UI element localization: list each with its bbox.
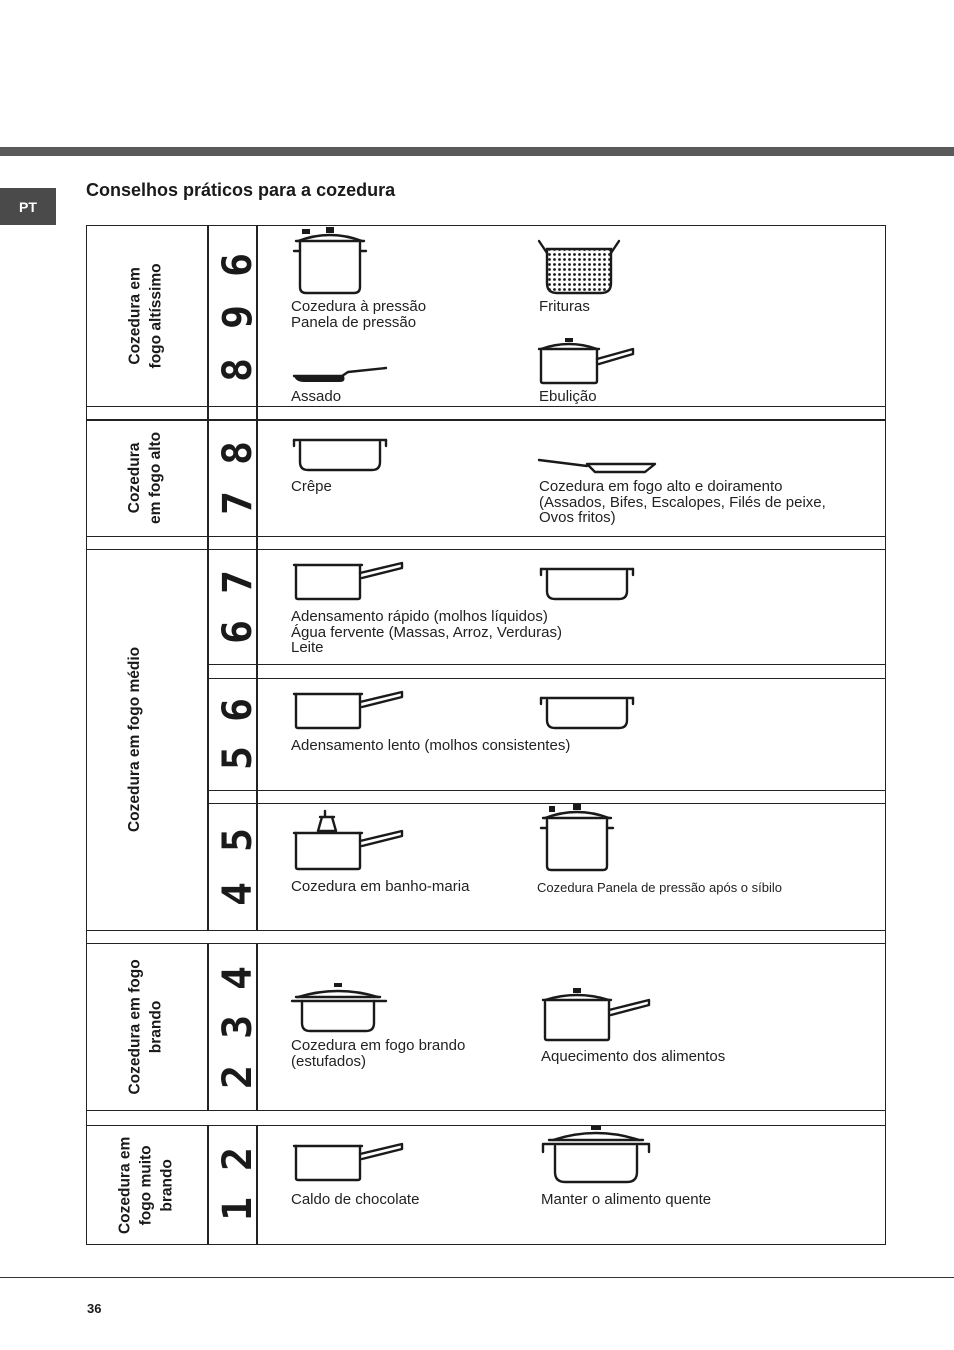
power-level-digit: 7	[215, 490, 261, 515]
grill-pan-icon	[290, 362, 390, 386]
category-label: Cozedura em fogo muito brando	[116, 1136, 175, 1234]
power-level-digit: 8	[215, 441, 261, 466]
frying-pan-icon	[537, 456, 661, 476]
power-level-digit: 4	[215, 965, 261, 990]
power-level-digit: 6	[215, 619, 261, 645]
power-levels	[215, 1128, 261, 1240]
saucepan-handle-icon	[290, 686, 406, 732]
category-label: Cozedura em fogo médio	[126, 646, 144, 833]
fryer-basket-icon	[537, 237, 621, 297]
power-level-digit: 5	[215, 827, 261, 853]
top-bar	[0, 147, 954, 156]
power-level-digit: 5	[215, 746, 261, 771]
power-level-digit: 8	[215, 357, 261, 382]
saucepan-lid-icon	[541, 988, 653, 1042]
divider	[86, 406, 886, 407]
item-label: Cozedura à pressão Panela de pressão	[291, 298, 427, 331]
power-level-digit: 9	[215, 304, 261, 330]
page-title: Conselhos práticos para a cozedura	[86, 180, 396, 200]
pressure-cooker-icon	[537, 804, 617, 874]
saucepan-lid-icon	[537, 337, 637, 387]
power-levels	[215, 681, 261, 787]
power-levels	[215, 232, 261, 402]
item-label: Cozedura em fogo brando (estufados)	[291, 1037, 466, 1070]
saucepan-handle-icon	[290, 1138, 406, 1184]
power-levels	[215, 552, 261, 662]
divider	[207, 225, 209, 420]
item-label: Adensamento rápido (molhos líquidos) Água fervente (Massas, Arroz, Verduras) Leite	[291, 608, 562, 656]
shallow-pan-icon	[537, 692, 637, 732]
item-label: Adensamento lento (molhos consistentes)	[291, 737, 571, 754]
saucepan-handle-icon	[290, 557, 406, 603]
item-label: Crêpe	[291, 478, 332, 495]
power-level-digit: 2	[215, 1064, 261, 1089]
item-label: Manter o alimento quente	[541, 1191, 712, 1208]
power-levels	[215, 806, 261, 928]
item-label: Aquecimento dos alimentos	[541, 1048, 726, 1065]
language-tab: PT	[0, 188, 56, 225]
bain-marie-icon	[290, 807, 406, 873]
shallow-pan-icon	[290, 434, 390, 474]
category-label: Cozedura em fogo brando	[126, 958, 165, 1095]
item-label: Caldo de chocolate	[291, 1191, 420, 1208]
item-label: Cozedura em fogo alto e doiramento (Assados, Bifes, Escalopes, Filés de peixe, Ovos fritos)	[539, 478, 826, 526]
footer-line	[0, 1277, 954, 1278]
power-levels	[215, 948, 261, 1106]
power-level-digit: 3	[215, 1014, 261, 1040]
pressure-cooker-icon	[290, 227, 370, 297]
casserole-lid-icon	[290, 983, 390, 1035]
power-level-digit: 6	[215, 697, 261, 722]
item-label: Assado	[291, 388, 342, 405]
casserole-lid-icon	[541, 1126, 653, 1186]
power-level-digit: 1	[215, 1197, 261, 1222]
item-label: Cozedura em banho-maria	[291, 878, 470, 895]
power-level-digit: 2	[215, 1146, 261, 1171]
power-levels	[215, 424, 261, 532]
shallow-pan-icon	[537, 563, 637, 603]
power-level-digit: 4	[215, 881, 261, 907]
power-level-digit: 7	[215, 569, 261, 595]
item-label: Cozedura Panela de pressão após o síbilo	[537, 880, 782, 895]
item-label: Ebulição	[539, 388, 597, 405]
category-label: Cozedura em fogo alto	[126, 431, 165, 525]
power-level-digit: 6	[215, 252, 261, 277]
item-label: Frituras	[539, 298, 590, 315]
category-label: Cozedura em fogo altíssimo	[126, 262, 165, 369]
page-number: 36	[87, 1301, 102, 1316]
